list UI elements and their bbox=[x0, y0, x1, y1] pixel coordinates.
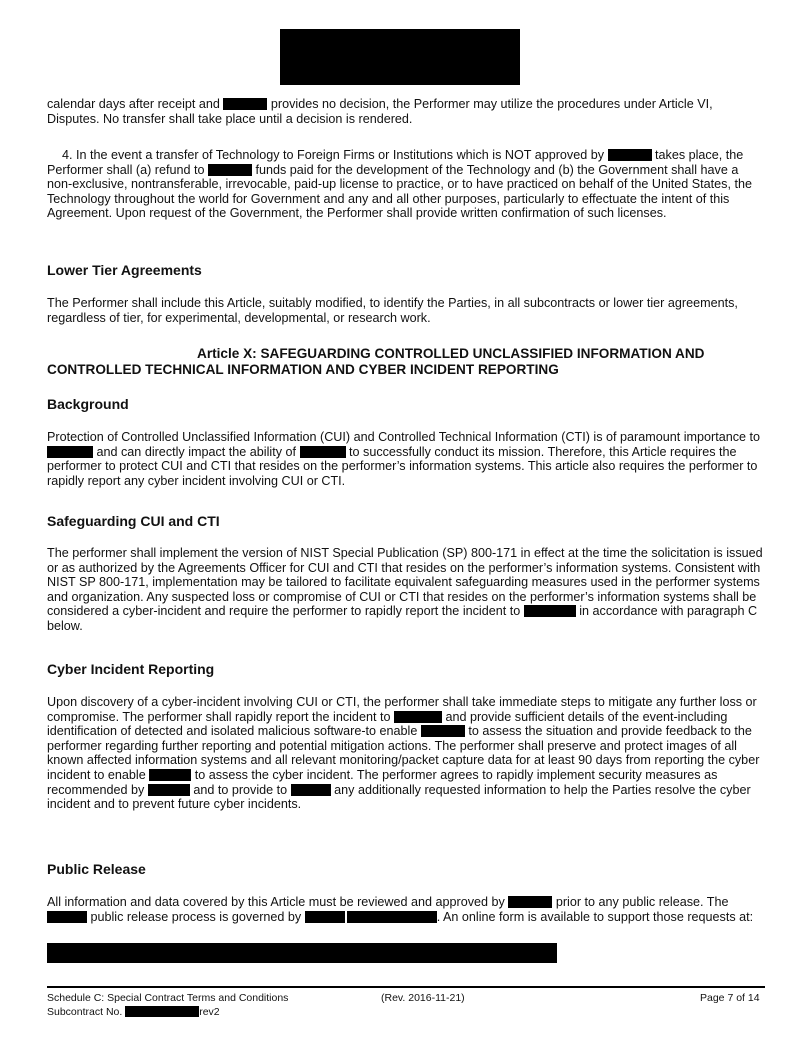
paragraph-public-release: All information and data covered by this Article must be reviewed and approved by prior to any public release. The public release process is governed by . An online form is available to support those requests at: bbox=[47, 895, 754, 924]
paragraph-safeguarding: The performer shall implement the version of NIST Special Publication (SP) 800-171 in effect at the time the solicitation is issued or as authorized by the Agreements Officer for CUI and CTI that resides on the performer’s information systems. Consistent with NIST SP 800-171, implementation may be tailored to facilitate equivalent safeguarding measures used in the performer systems and organization. Any suspected loss or compromise of CUI or CTI that resides on the performer’s information systems shall be considered a cyber-incident and require the performer to rapidly report the incident to in accordance with paragraph C below. bbox=[47, 546, 763, 633]
redaction bbox=[208, 164, 252, 176]
heading-cyber-incident: Cyber Incident Reporting bbox=[47, 661, 215, 677]
heading-safeguarding: Safeguarding CUI and CTI bbox=[47, 513, 220, 529]
redaction bbox=[305, 911, 345, 923]
redaction bbox=[291, 784, 331, 796]
redaction bbox=[125, 1006, 199, 1017]
footer-subcontract: Subcontract No. rev2 bbox=[47, 1006, 220, 1018]
article-title-line2: CONTROLLED TECHNICAL INFORMATION AND CYBER INCIDENT REPORTING bbox=[47, 362, 559, 377]
heading-background: Background bbox=[47, 396, 129, 412]
redaction bbox=[394, 711, 442, 723]
redaction bbox=[47, 446, 93, 458]
footer-revision: (Rev. 2016-11-21) bbox=[381, 992, 465, 1004]
heading-public-release: Public Release bbox=[47, 861, 146, 877]
paragraph-background: Protection of Controlled Unclassified Information (CUI) and Controlled Technical Information (CTI) is of paramount importance to and can directly impact the ability of to successfully conduct its mission. Therefore, this Article requires the performer to protect CUI and CTI that resides on the performer’s information systems. This article also requires the performer to rapidly report any cyber incident involving CUI or CTI. bbox=[47, 430, 761, 488]
footer-page-number: Page 7 of 14 bbox=[700, 992, 760, 1004]
redaction bbox=[223, 98, 267, 110]
redaction bbox=[47, 911, 87, 923]
redaction bbox=[149, 769, 191, 781]
redaction bbox=[300, 446, 346, 458]
redacted-header-block bbox=[280, 29, 520, 85]
redaction bbox=[421, 725, 465, 737]
redaction bbox=[347, 911, 437, 923]
paragraph-lower-tier: The Performer shall include this Article, suitably modified, to identify the Parties, in all subcontracts or lower tier agreements, regardless of tier, for experimental, developmental, or research work. bbox=[47, 296, 738, 325]
heading-lower-tier: Lower Tier Agreements bbox=[47, 262, 202, 278]
paragraph-decision: calendar days after receipt and provides no decision, the Performer may utilize the procedures under Article VI, Disputes. No transfer shall take place until a decision is rendered. bbox=[47, 97, 713, 126]
redacted-url bbox=[47, 943, 557, 963]
redaction bbox=[524, 605, 576, 617]
footer-rule bbox=[47, 986, 765, 988]
article-title bbox=[47, 346, 763, 378]
paragraph-cyber-incident: Upon discovery of a cyber-incident involving CUI or CTI, the performer shall take immediate steps to mitigate any further loss or compromise. The performer shall rapidly report the incident to and provide sufficient details of the event-including identification of detected and isolated malicious software-to enable to assess the situation and provide feedback to the performer regarding further reporting and potential mitigation actions. The performer shall preserve and protect images of all known affected information systems and all relevant monitoring/packet capture data for at least 90 days from reporting the cyber incident to enable to assess the cyber incident. The performer agrees to rapidly implement security measures as recommended by and to provide to any additionally requested information to help the Parties resolve the cyber incident and to prevent future cyber incidents. bbox=[47, 695, 760, 812]
footer-schedule: Schedule C: Special Contract Terms and Conditions bbox=[47, 992, 289, 1004]
redaction bbox=[608, 149, 652, 161]
redaction bbox=[148, 784, 190, 796]
article-title-line1: Article X: SAFEGUARDING CONTROLLED UNCLASSIFIED INFORMATION AND bbox=[197, 346, 705, 361]
paragraph-foreign-transfer: 4. In the event a transfer of Technology to Foreign Firms or Institutions which is NOT approved by takes place, the Performer shall (a) refund to funds paid for the development of the Technology and (b) the Government shall have a non-exclusive, nontransferable, irrevocable, paid-up license to practice, or to have practiced on behalf of the United States, the Technology throughout the world for Government and any and all other purposes, particularly to effectuate the intent of this Agreement. Upon request of the Government, the Performer shall provide written confirmation of such licenses. bbox=[47, 148, 752, 221]
redaction bbox=[508, 896, 552, 908]
